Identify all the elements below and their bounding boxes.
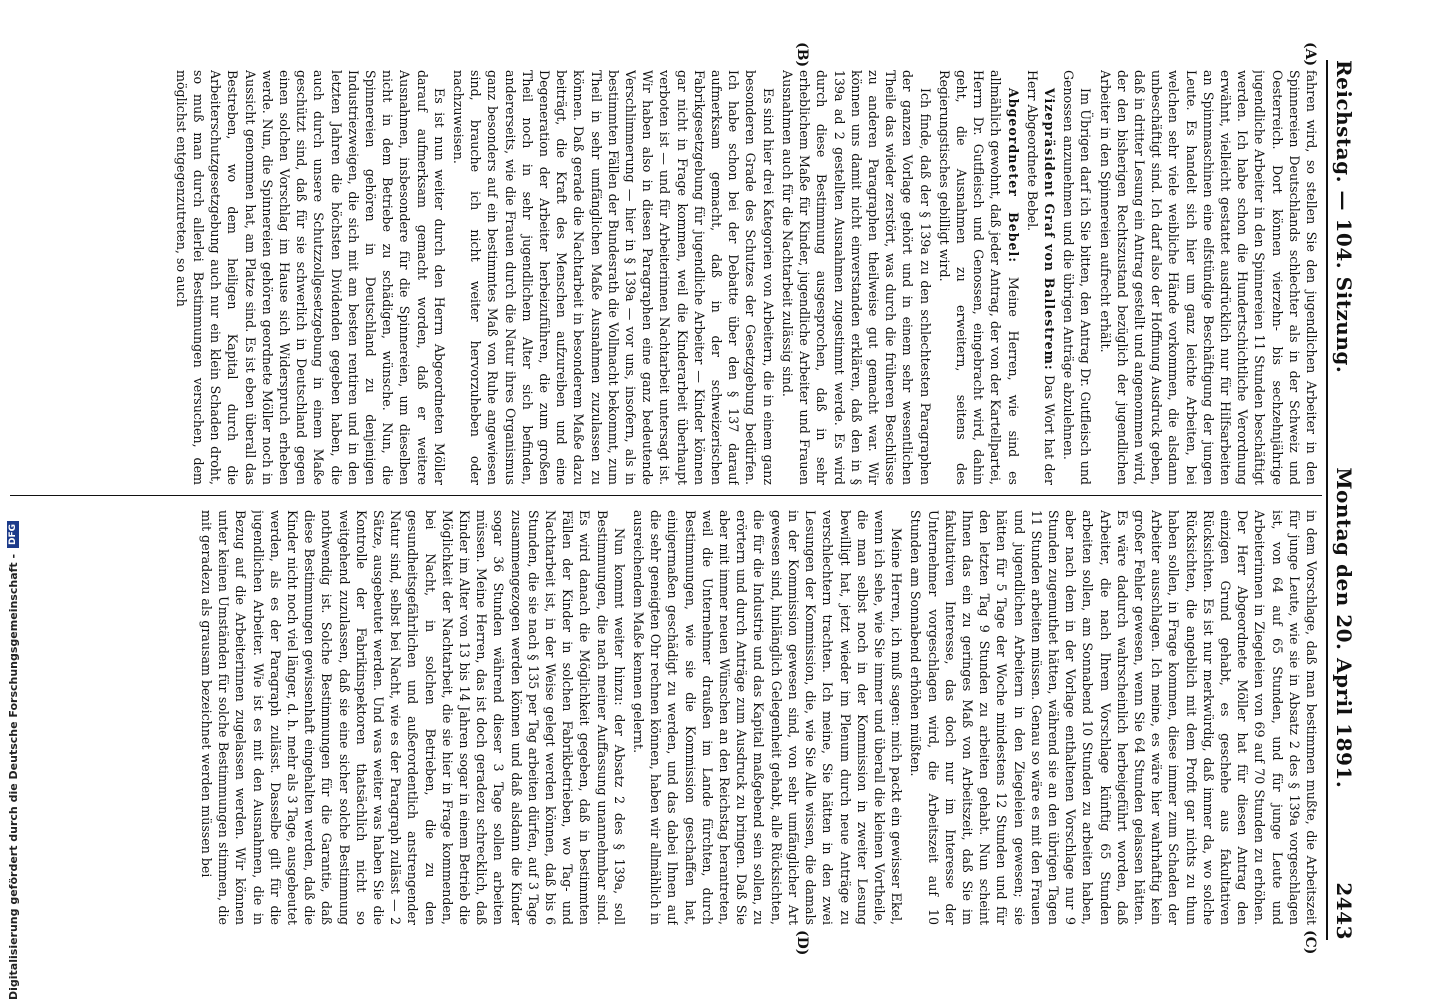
header-session: Reichstag. — 104. Sitzung. xyxy=(1332,60,1356,374)
margin-marker-c: (C) xyxy=(1302,930,1318,955)
page-header xyxy=(1332,60,1372,940)
paragraph: Nun kommt weiter hinzu: der Absatz 2 des § 139a, soll Bestimmungen, die nach meiner Auffassung unannehmbar sind. Es wird danach die Möglichkeit gegeben, daß in bestimmten Fällen der Kinder in solchen Fabrikbetrieben, wo Tag- und Nachtarbeit ist, in der Weise gelegt werden können, daß bis 6 Stunden, die sie nach § 135 per Tag arbeiten dürfen, auf 3 Tage zusammengezogen werden können und daß alsdann die Kinder sogar 36 Stunden während dieser 3 Tage sollen arbeiten müssen. Meine Herren, das ist doch geradezu schrecklich, daß Kinder im Alter von 13 bis 14 Jahren sogar in einem Betrieb die Möglichkeit der Nachtarbeit, die sie hier in Frage kommenden, bei Nacht, in solchen Betrieben, die zu den gesundheitsgefährlichen und außerordentlich anstrengender Natur sind, selbst bei Nacht, wie es der Paragraph zulässt — 2 Sätze, ausgebeutet werden. Und was weiter was haben Sie die Kontrolle der Fabrikinspektoren thatsächlich nicht so weitgehend zuzulassen, daß sie eine sicher solche Bestimmung nothwendig ist. Solche Bestimmungen für die Garantie, daß diese Bestimmungen gewissenhaft eingehalten werden, daß die Kinder nicht noch viel länger, d. h. mehr als 3 Tage, ausgebeutet werden, als es der Paragraph zulässt. Dasselbe gilt für die jugendlichen Arbeiter. Wie ist es mit den Ausnahmen, die in Bezug auf die Arbeiterinnen zugelassen werden. Wir können unter keinen Umständen für solche Bestimmungen stimmen, die mit geradezu als grausam bezeichnet werden müssen bei xyxy=(199,510,627,925)
paragraph: Meine Herren, ich muß sagen: mich packt ein gewisser Ekel, wenn ich sehe, wie Sie immer und überall die kleinen Vortheile, die man selbst noch in der Kommission in zweiter Lesung bewilligt hat, jetzt wieder im Plenum durch neue Anträge zu verschlechtern trachten. Ich meine, Sie hätten in den zwei Lesungen der Kommission, die, wie Sie Alle wissen, die damals in der Kommission gewesen sind, von sehr umfänglicher Art gewesen sind, hinlänglich Gelegenheit gehabt, alle Rücksichten, die für die Industrie und das Kapital maßgebend sein sollen, zu erörtern und durch Anträge zum Ausdruck zu bringen. Daß Sie aber mit immer neuen Wünschen an den Reichstag herantreten, weil die Unternehmer draußen im Lande fürchten, durch Bestimmungen, wie sie die Kommission geschaffen hat, einigermaßen geschädigt zu werden, und das dabei Ihnen auf die sehr geneigten Ohr rechnen können, haben wir allmählich in ausreichendem Maße kennen gelernt. xyxy=(631,510,905,925)
speaker-name: Abgeordneter Bebel: xyxy=(1005,88,1021,263)
margin-marker-d: (D) xyxy=(794,930,810,956)
margin-marker-a: (A) xyxy=(1302,42,1318,67)
paragraph: Es ist nun weiter durch den Herrn Abgeordneten Möller darauf aufmerksam gemacht worden, daß er weitere Ausnahmen, insbesondere für die Spinnereien, um dieselben nicht in dem Betriebe zu schädigen, wünsche. Nun, die Spinnereien gehören in Deutschland zu denjenigen Industriezweigen, die sich mit am besten rentiren und in den letzten Jahren die höchsten Dividenden gegeben haben, die auch durch unsere Schutzzollgesetzgebung in einem Maße geschützt sind, daß für sie schwerlich in Deutschland gegen einen solchen Vorschlag im Hause sich Widerspruch erheben werde. Nun, die Spinnereien gehören geordnete Möller noch in Aussicht genommen hat, am Platze sind. Es ist eben überall das Bestreben, wo dem heiligen Kapital durch die Arbeiterschutzgesetzgebung auch nur ein klein Schaden droht, so muß man durch allerlei Bestimmungen versuchen, dem möglichst entgegenzutreten, so auch xyxy=(173,70,447,485)
paragraph: Es sind hier drei Kategorien von Arbeitern, die in einem ganz besonderen Grade des Schutzes der Gesetzgebung bedürfen. Ich habe schon bei der Debatte über den § 137 darauf aufmerksam gemacht, daß in der schweizerischen Fabrikgesetzgebung für jugendliche Arbeiter — Kinder können gar nicht in Frage kommen, weil die Kinderarbeit überhaupt verboten ist — und für Arbeiterinnen Nachtarbeit untersagt ist. Wir haben also in diesen Paragraphen eine ganz bedeutende Verschlimmerung — hier in § 139a — vor uns, insofern, als in bestimmten Fällen der Bundesrath die Vollmacht bekommt, zum Theil in sehr umfänglichen Maße Ausnahmen zuzulassen zu können. Daß gerade die Nachtarbeit in besonderem Maße dazu beiträgt, die Kraft des Menschen aufzureiben und eine Degeneration der Arbeiter herbeizuführen, die zum großen Theil noch in sehr jugendlichem Alter sich befinden, andererseits, wie die Frauen durch die Natur ihres Organismus ganz besonders auf ein bestimmtes Maß von Ruhe angewiesen sind, brauche ich nicht weiter hervorzuheben oder nachzuweisen. xyxy=(451,70,776,485)
header-rule xyxy=(1326,60,1328,940)
page-number: 2443 xyxy=(1332,882,1356,940)
paragraph-text: Meine Herren, wie sind es allmählich gewohnt, daß jeder Antrag, der von der Kartellpartei, Herrn Dr. Gutfleisch und Genossen, eingebracht wird, dahin geht, die Ausnahmen zu erweitern, seitens des Regierungstisches gebilligt wird. xyxy=(936,70,1021,485)
speaker-paragraph xyxy=(936,70,1022,485)
right-column xyxy=(10,510,1320,925)
speaker-paragraph xyxy=(1024,70,1058,485)
paragraph: in dem Vorschlage, daß man bestimmen mußte, die Arbeitszeit für junge Leute, wie sie in Absatz 2 des § 139a vorgeschlagen ist, von 64 auf 65 Stunden, und für junge Leute und Arbeiterinnen in Ziegeleien von 69 auf 70 Stunden zu erhöhen. Der Herr Abgeordnete Möller hat für diesen Antrag den einzigen Grund gehabt, es geschehe aus fakultativen Rücksichten. Es ist nur merkwürdig, daß immer da, wo solche Rücksichten, die angeblich mit dem Profit gar nichts zu thun haben sollen, in Frage kommen, diese immer zum Schaden der Arbeiter ausschlagen. Ich meine, es wäre hier wahrhaftig kein großer Fehler gewesen, wenn Sie 64 Stunden gelassen hätten. Es wäre dadurch wahrscheinlich herbeigeführt worden, daß Arbeiter, die nach Ihrem Vorschlage künftig 65 Stunden arbeiten sollen, am Sonnabend 10 Stunden zu arbeiten haben, aber nach dem in der Vorlage enthaltenen Vorschlage nur 9 Stunden zugemuthet hätten, während sie an den übrigen Tagen 11 Stunden arbeiten müssen. Genau so wäre es mit den Frauen und jugendlichen Arbeitern in den Ziegeleien gewesen; sie hätten für 5 Tage der Woche mindestens 12 Stunden und für den letzten Tag 9 Stunden zu arbeiten gehabt. Nun scheint Ihnen das ein zu geringes Maß von Arbeitszeit, daß Sie im fakultativen Interesse, das doch nur im Interesse der Unternehmer vorgeschlagen wird, die Arbeitszeit auf 10 Stunden am Sonnabend erhöhen müßten. xyxy=(908,510,1319,925)
paragraph: fahren wird, so stellen Sie den jugendlichen Arbeiter in den Spinnereien Deutschlands schlechter als in der Schweiz und Oesterreich. Dort können vierzehn- bis sechzehnjährige jugendliche Arbeiter in den Spinnereien 11 Stunden beschäftigt werden. Ich habe schon die Hundertschichtliche Verordnung erwähnt, vielleicht gestattet ausdrücklich nur für Hilfsarbeiten an Spinnmaschinen eine elfstündige Beschäftigung der jungen Leute. Es handelt sich hier um ganz leichte Arbeiten, bei welchen sehr viele weibliche Hände vorkommen, die alsdann unbeschäftigt sind. Ich darf also der Hoffnung Ausdruck geben, daß in dritter Lesung ein Antrag gestellt und angenommen wird, der den bisherigen Rechtszustand bezüglich der jugendlichen Arbeiter in den Spinnereien aufrecht erhält. xyxy=(1097,70,1319,485)
digitization-credit xyxy=(2,0,24,1000)
speaker-name: Vizepräsident Graf von Ballestrem: xyxy=(1041,88,1057,371)
paragraph-text: Das Wort hat der Herr Abgeordnete Bebel. xyxy=(1024,70,1057,485)
paragraph: Ich finde, daß der § 139a zu den schlechtesten Paragraphen der ganzen Vorlage gehört und in einem sehr wesentlichen Theile das wieder zerstört, was durch die früheren Beschlüsse zu anderen Paragraphen theilweise gut gemacht war. Wir können uns damit nicht einverstanden erklären, daß den in § 139a ad 2 gestellten Ausnahmen zugestimmt werde. Es wird durch diese Bestimmung ausgesprochen, daß in sehr erheblichem Maße für Kinder, jugendliche Arbeiter und Frauen Ausnahmen auch für die Nachtarbeit zulässig sind. xyxy=(779,70,933,485)
column-divider xyxy=(10,495,1322,496)
header-date: Montag den 20. April 1891. xyxy=(1332,467,1356,789)
margin-marker-b: (B) xyxy=(794,42,810,68)
dfg-logo: DFG xyxy=(7,521,19,548)
credit-text: Digitalisierung gefördert durch die Deutsche Forschungsgemeinschaft - xyxy=(6,553,20,1000)
paragraph: Im Übrigen darf ich Sie bitten, den Antrag Dr. Gutfleisch und Genossen anzunehmen und die übrigen Anträge abzulehnen. xyxy=(1061,70,1094,485)
left-column xyxy=(10,70,1320,485)
